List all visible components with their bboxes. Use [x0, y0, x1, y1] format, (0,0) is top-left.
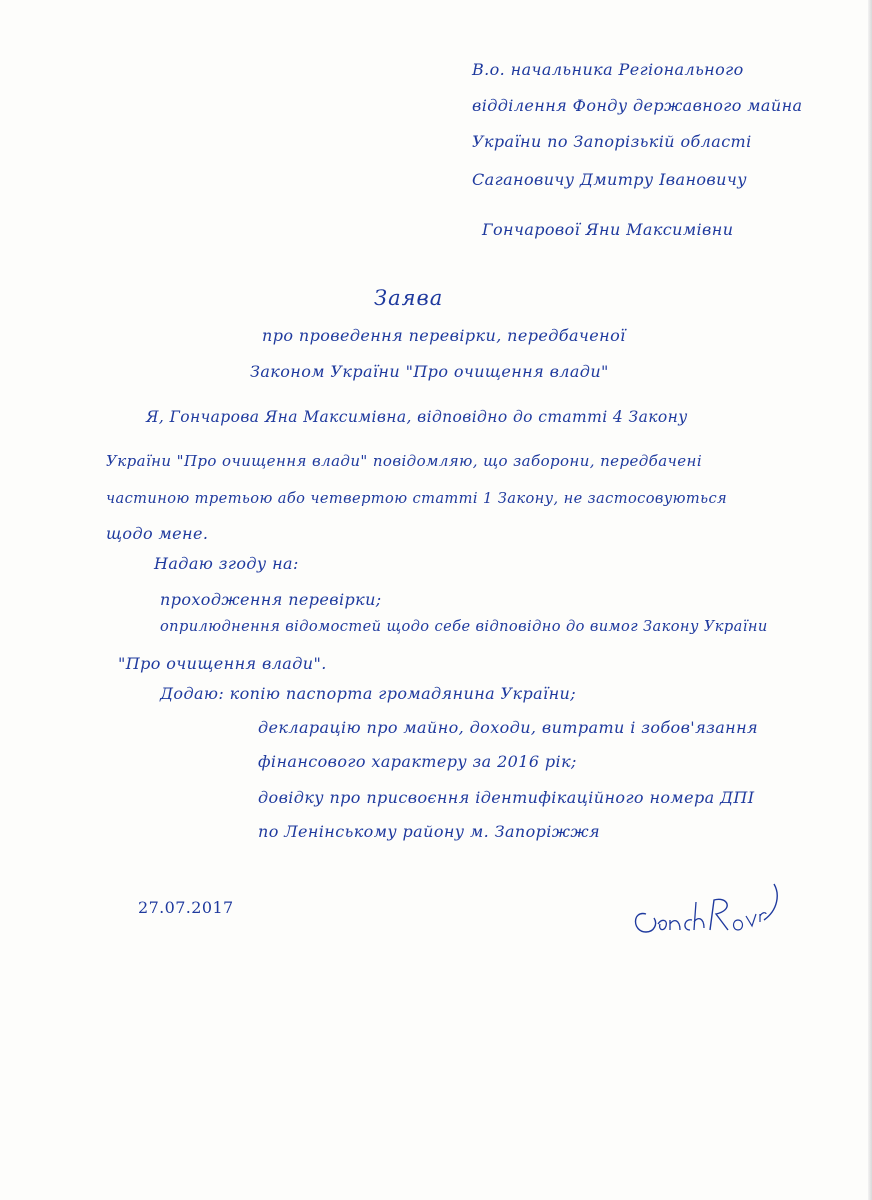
body-line-2: України "Про очищення влади" повідомляю, що заборони, передбачені: [106, 452, 703, 470]
body-line-3: частиною третьою або четвертою статті 1 Закону, не застосовуються: [106, 490, 728, 507]
body-line-8: "Про очищення влади".: [118, 654, 327, 673]
body-line-5: Надаю згоду на:: [154, 554, 299, 573]
addressee-line-2: відділення Фонду державного майна: [472, 96, 803, 115]
scan-edge: [868, 0, 872, 1200]
subtitle-line-1: про проведення перевірки, передбаченої: [262, 326, 626, 345]
addressee-line-1: В.о. начальника Регіонального: [472, 60, 744, 79]
body-line-11: фінансового характеру за 2016 рік;: [258, 752, 577, 771]
body-line-9: Додаю: копію паспорта громадянина України;: [160, 684, 577, 703]
signature: [628, 880, 788, 940]
addressee-line-4: Сагановичу Дмитру Івановичу: [472, 170, 747, 189]
addressee-line-3: України по Запорізькій області: [472, 132, 752, 151]
subtitle-line-2: Законом України "Про очищення влади": [250, 362, 609, 381]
body-line-6: проходження перевірки;: [160, 590, 382, 609]
addressee-line-5: Гончарової Яни Максимівни: [482, 220, 734, 239]
body-line-4: щодо мене.: [106, 524, 209, 543]
body-line-1: Я, Гончарова Яна Максимівна, відповідно до статті 4 Закону: [146, 408, 688, 426]
body-line-10: декларацію про майно, доходи, витрати і зобов'язання: [258, 718, 759, 737]
date: 27.07.2017: [138, 898, 234, 917]
body-line-12: довідку про присвоєння ідентифікаційного номера ДПІ: [258, 788, 755, 807]
body-line-7: оприлюднення відомостей щодо себе відповідно до вимог Закону України: [160, 618, 768, 635]
document-title: Заява: [374, 286, 444, 310]
body-line-13: по Ленінському району м. Запоріжжя: [258, 822, 600, 841]
